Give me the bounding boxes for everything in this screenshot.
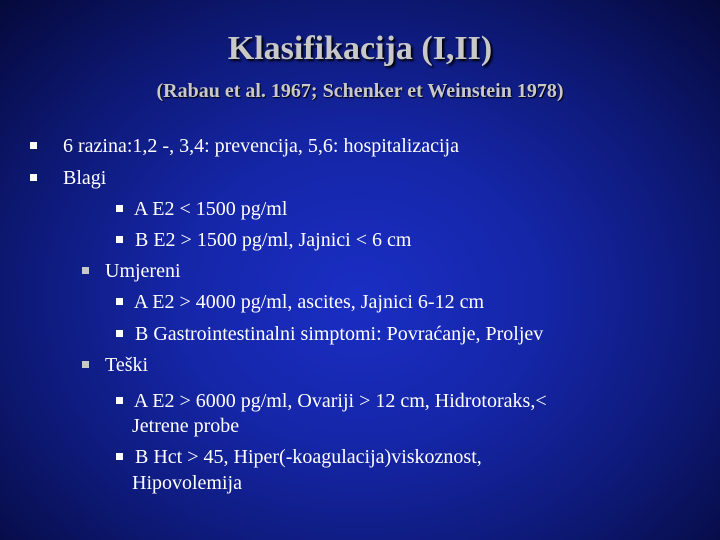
list-item xyxy=(82,259,181,283)
list-item-text: Blagi xyxy=(63,167,107,189)
square-bullet-icon xyxy=(116,453,123,460)
list-item xyxy=(116,389,547,413)
list-item xyxy=(116,228,411,252)
list-item xyxy=(116,322,543,346)
list-item-text: Jetrene probe xyxy=(132,415,240,437)
slide-title: Klasifikacija (I,II) xyxy=(227,30,493,67)
list-item xyxy=(116,290,484,314)
list-item-text: Umjereni xyxy=(105,260,181,282)
list-item xyxy=(116,197,287,221)
list-item-text: Teški xyxy=(105,354,149,376)
square-bullet-icon xyxy=(82,267,89,274)
square-bullet-icon xyxy=(116,397,123,404)
list-item-continuation xyxy=(132,471,242,495)
list-item-text: 6 razina:1,2 -, 3,4: prevencija, 5,6: hospitalizacija xyxy=(63,135,459,157)
list-item-text: B E2 > 1500 pg/ml, Jajnici < 6 cm xyxy=(135,229,412,251)
square-bullet-icon xyxy=(116,330,123,337)
square-bullet-icon xyxy=(30,174,37,181)
list-item-text: B Gastrointestinalni simptomi: Povraćanje, Proljev xyxy=(135,323,544,345)
square-bullet-icon xyxy=(116,298,123,305)
square-bullet-icon xyxy=(116,236,123,243)
list-item xyxy=(30,134,459,158)
square-bullet-icon xyxy=(116,205,123,212)
list-item-text: B Hct > 45, Hiper(-koagulacija)viskoznost, xyxy=(135,446,482,468)
list-item-text: Hipovolemija xyxy=(132,472,242,494)
list-item xyxy=(82,353,148,377)
slide-subtitle: (Rabau et al. 1967; Schenker et Weinstein 1978) xyxy=(156,80,564,102)
list-item-text: A E2 > 6000 pg/ml, Ovariji > 12 cm, Hidrotoraks,< xyxy=(133,390,547,412)
list-item-continuation xyxy=(132,414,239,438)
list-item-text: A E2 > 4000 pg/ml, ascites, Jajnici 6-12 cm xyxy=(133,291,485,313)
list-item-text: A E2 < 1500 pg/ml xyxy=(133,198,288,220)
square-bullet-icon xyxy=(82,361,89,368)
square-bullet-icon xyxy=(30,142,37,149)
list-item xyxy=(116,445,482,469)
list-item xyxy=(30,166,106,190)
